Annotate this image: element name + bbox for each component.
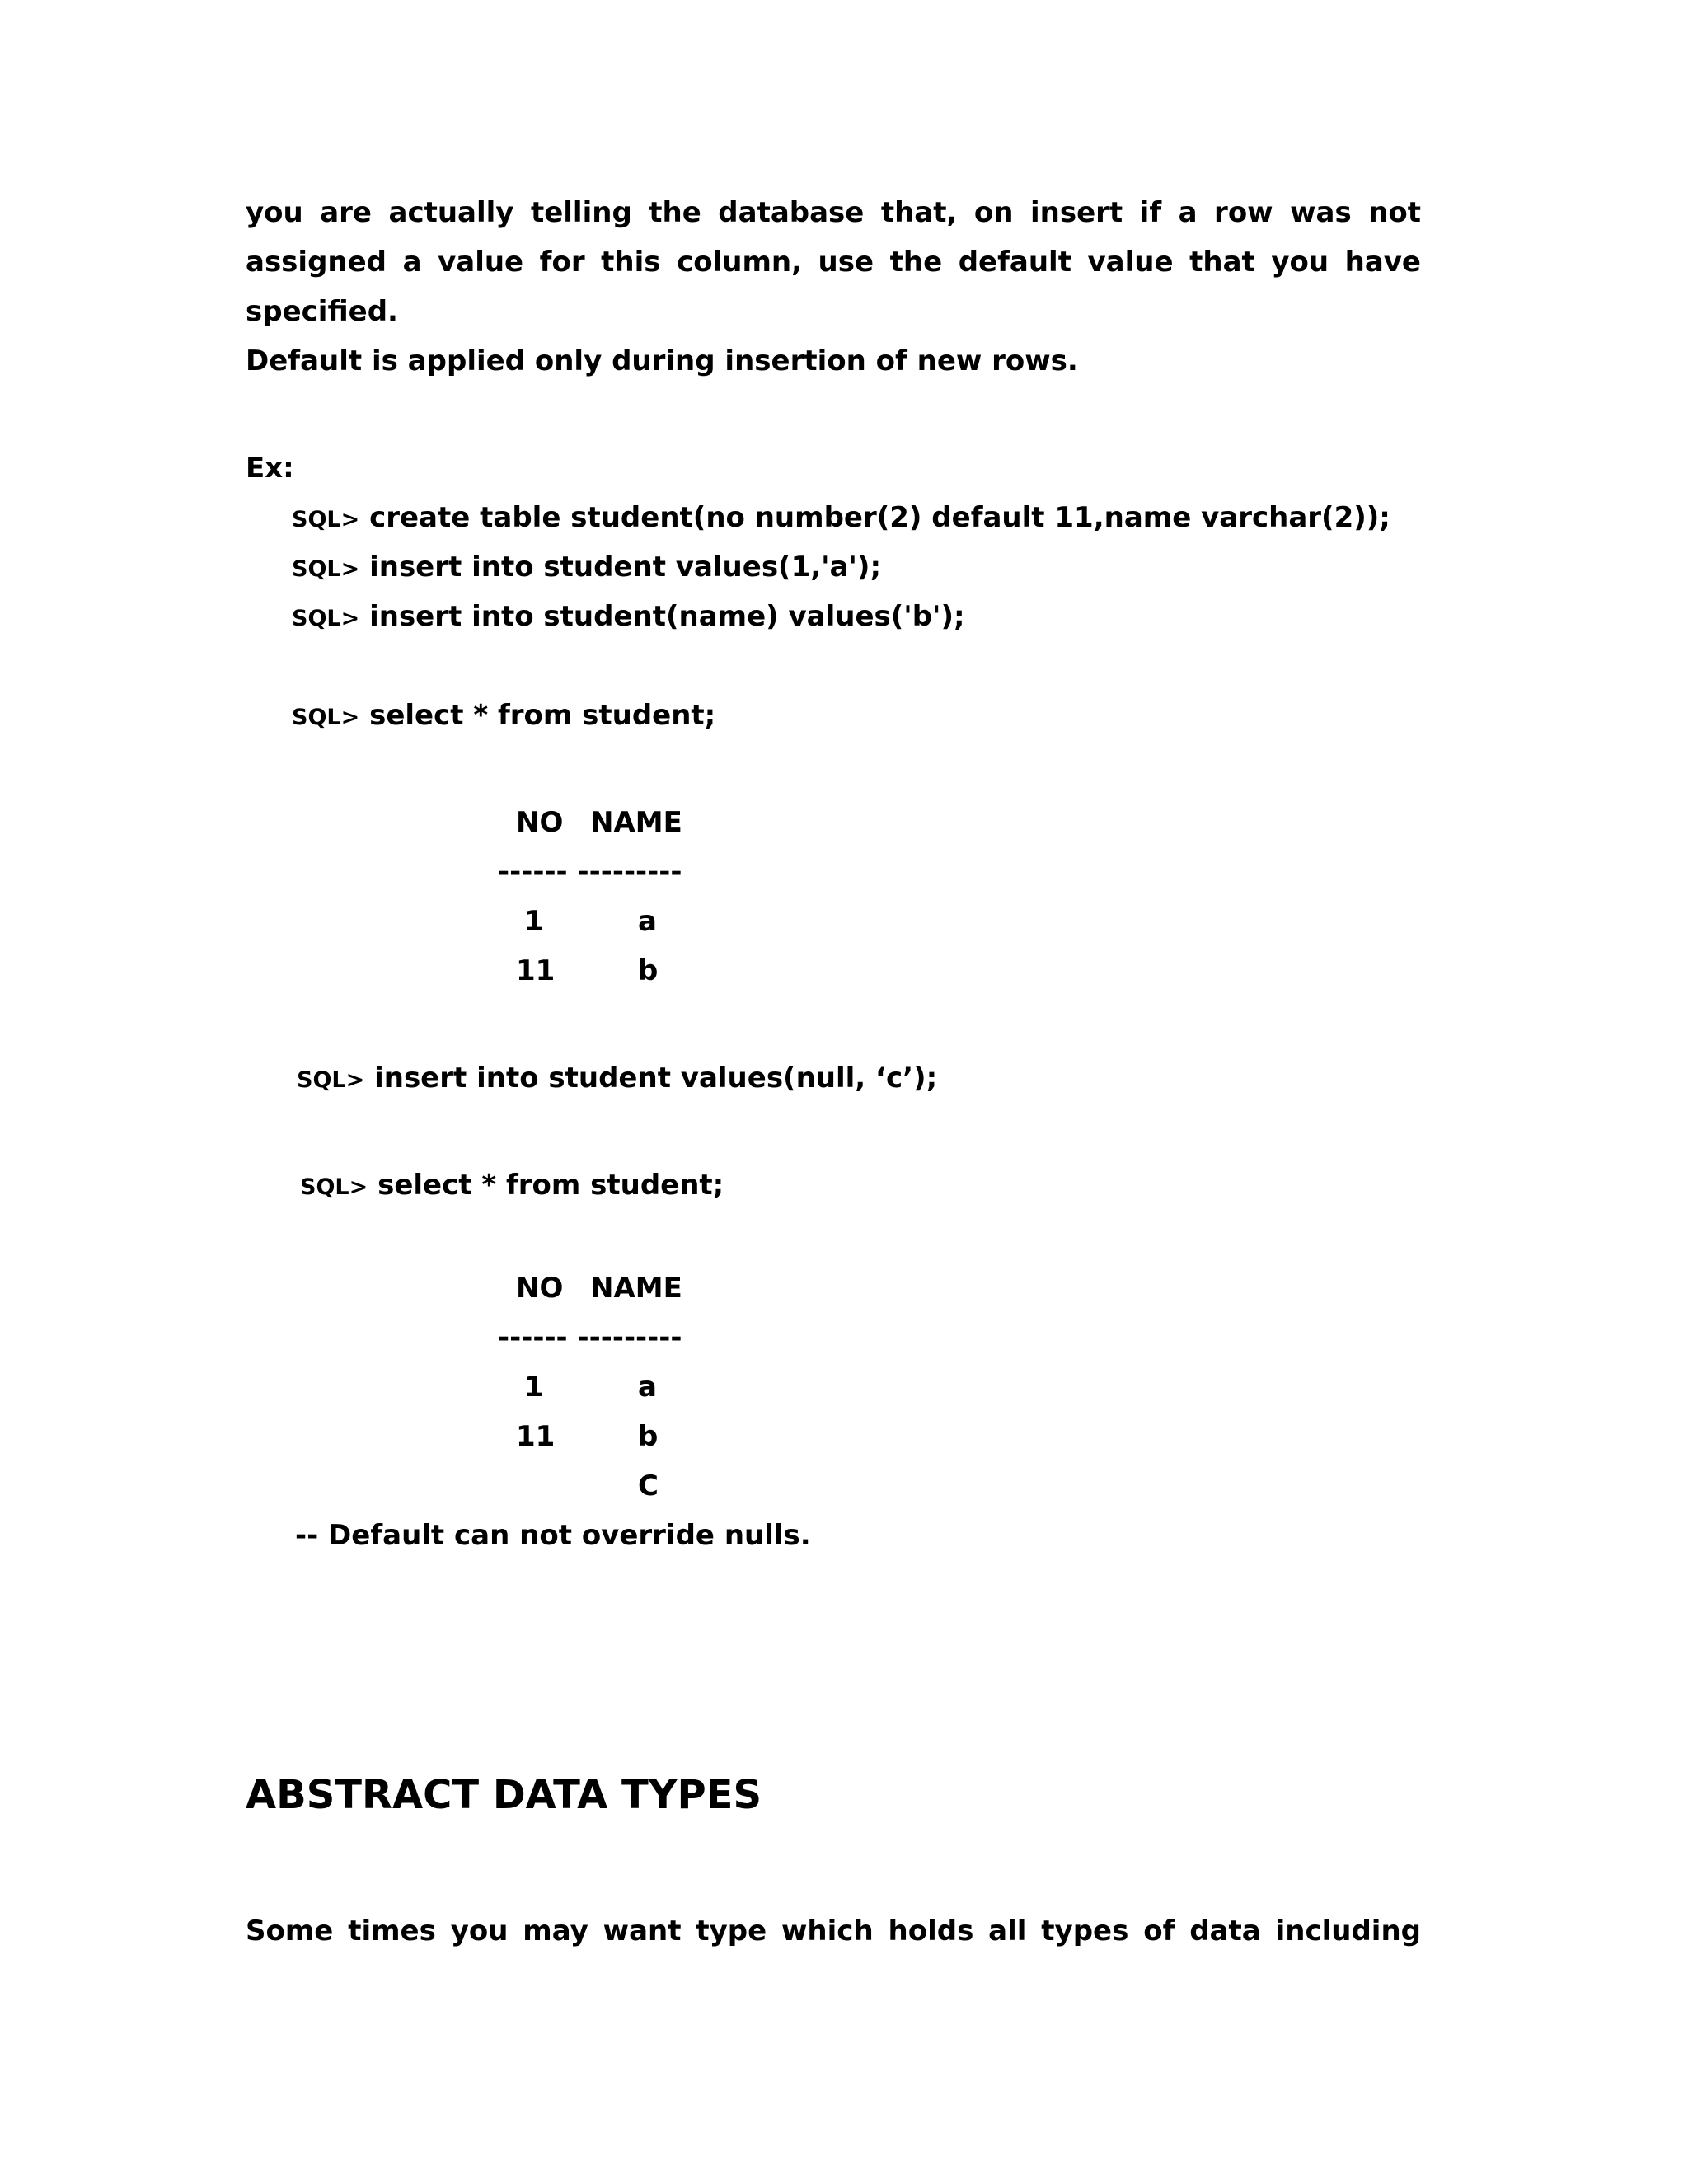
sql-statement-insert	[292, 551, 881, 586]
sql-text: select * from student;	[369, 699, 716, 732]
sql-prompt: SQL>	[297, 1067, 365, 1093]
column-separator: ------ ---------	[498, 1321, 682, 1354]
table-cell-no: 1	[524, 1371, 544, 1404]
table-cell-no: 11	[516, 1420, 556, 1453]
table-cell-no: 11	[516, 954, 556, 987]
example-label: Ex:	[246, 452, 294, 485]
sql-text: create table student(no number(2) default 11,name varchar(2));	[369, 501, 1390, 534]
column-header-no: NO	[516, 1272, 564, 1305]
sql-text: insert into student(name) values('b');	[369, 600, 965, 633]
section-heading: ABSTRACT DATA TYPES	[246, 1772, 762, 1818]
sql-statement-insert	[292, 600, 965, 635]
sql-statement-select	[292, 699, 715, 734]
paragraph-line: assigned a value for this column, use the default value that you have	[246, 246, 1421, 279]
column-separator: ------ ---------	[498, 855, 682, 888]
table-cell-no: 1	[524, 905, 544, 938]
sql-prompt: SQL>	[292, 705, 360, 730]
sql-text: select * from student;	[377, 1169, 724, 1202]
sql-text: insert into student values(1,'a');	[369, 551, 882, 583]
sql-statement-create	[292, 501, 1390, 537]
table-cell-name: a	[638, 905, 657, 938]
sql-statement-select	[300, 1169, 724, 1204]
sql-comment: -- Default can not override nulls.	[295, 1519, 811, 1552]
table-cell-name: a	[638, 1371, 657, 1404]
sql-statement-insert	[297, 1062, 937, 1097]
sql-text: insert into student values(null, ‘c’);	[374, 1062, 938, 1094]
paragraph-line: Some times you may want type which holds all types of data including	[246, 1915, 1421, 1947]
sql-prompt: SQL>	[292, 556, 360, 582]
sql-prompt: SQL>	[292, 606, 360, 631]
table-cell-name: C	[638, 1469, 659, 1502]
paragraph-line: you are actually telling the database that, on insert if a row was not	[246, 196, 1421, 229]
table-cell-name: b	[638, 1420, 659, 1453]
column-header-no: NO	[516, 806, 564, 839]
table-cell-name: b	[638, 954, 659, 987]
column-header-name: NAME	[590, 1272, 682, 1305]
column-header-name: NAME	[590, 806, 682, 839]
sql-prompt: SQL>	[300, 1174, 368, 1200]
paragraph-line: Default is applied only during insertion of new rows.	[246, 344, 1078, 377]
paragraph-line: specified.	[246, 295, 398, 328]
sql-prompt: SQL>	[292, 507, 360, 532]
